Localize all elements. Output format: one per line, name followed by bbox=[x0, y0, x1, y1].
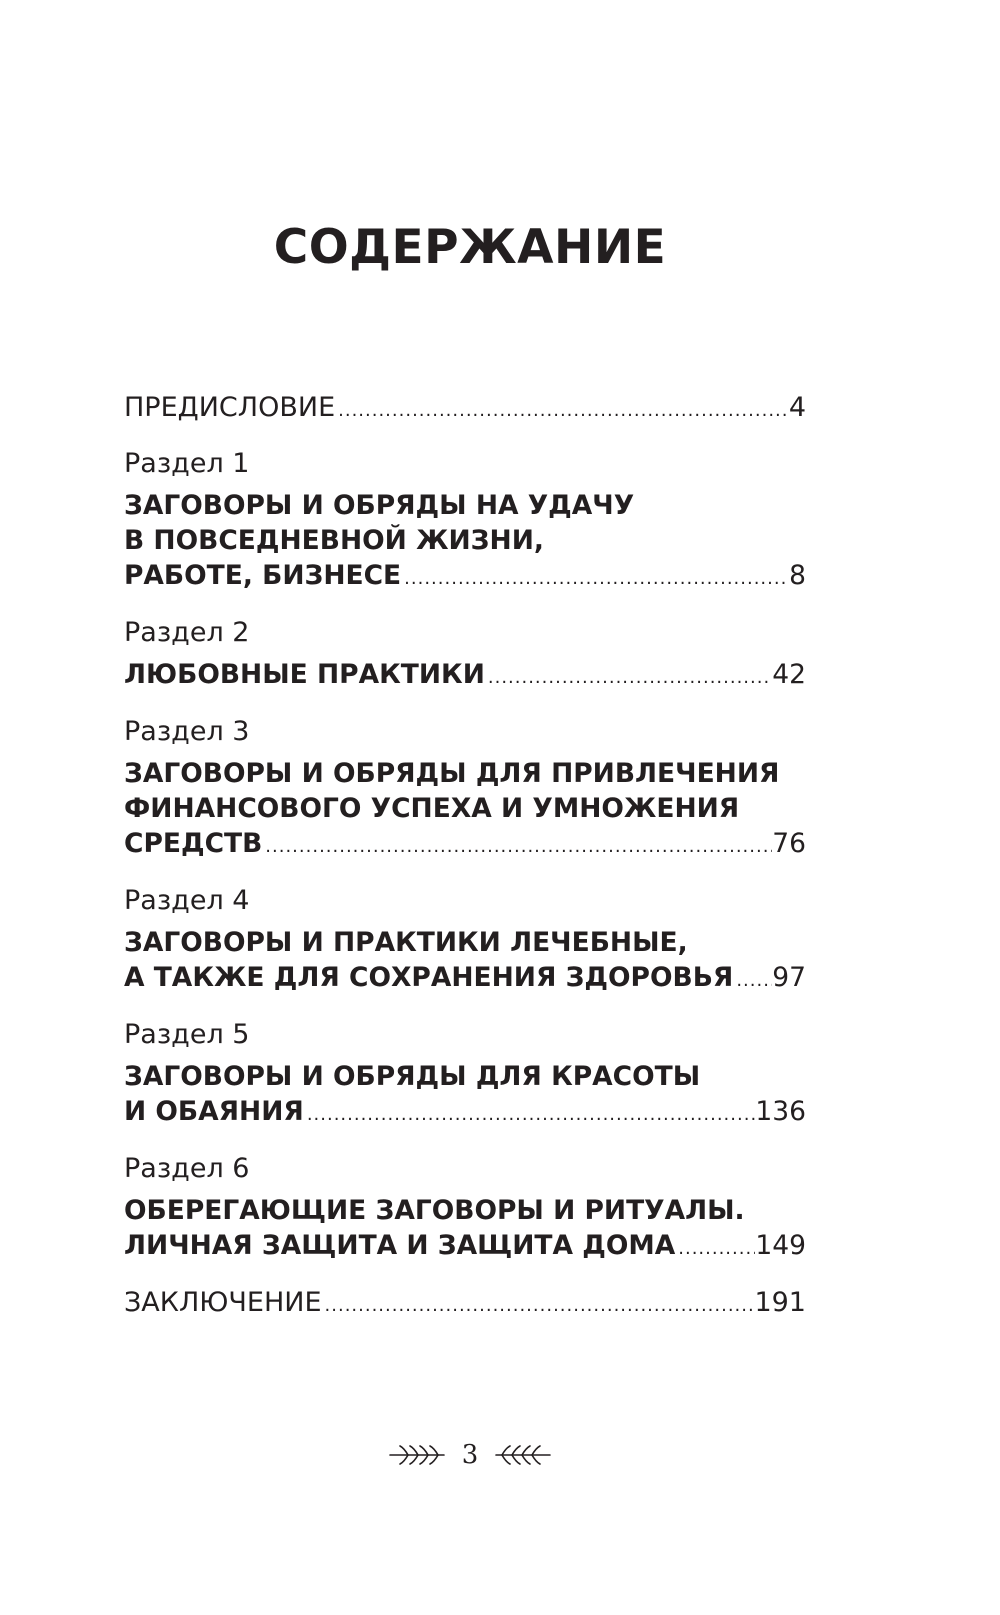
toc-line bbox=[124, 1193, 806, 1228]
toc-entry-section-4[interactable] bbox=[124, 883, 806, 995]
section-label: Раздел 1 bbox=[124, 448, 250, 479]
section-label: Раздел 6 bbox=[124, 1153, 250, 1184]
toc-entry-section-3[interactable] bbox=[124, 714, 806, 861]
dot-leader bbox=[322, 1288, 755, 1323]
toc-entry-title: ЗАГОВОРЫ И ОБРЯДЫ НА УДАЧУ bbox=[124, 490, 635, 521]
toc-line bbox=[124, 1094, 806, 1129]
toc-entry-section-2[interactable] bbox=[124, 615, 806, 692]
toc-entry-title: А ТАКЖЕ ДЛЯ СОХРАНЕНИЯ ЗДОРОВЬЯ bbox=[124, 962, 734, 993]
toc-line bbox=[124, 960, 806, 995]
page-title: СОДЕРЖАНИЕ bbox=[273, 220, 667, 275]
toc-entry-conclusion[interactable] bbox=[124, 1285, 806, 1320]
toc-entry-title: ЛЮБОВНЫЕ ПРАКТИКИ bbox=[124, 659, 485, 690]
toc-entry-preface[interactable] bbox=[124, 390, 806, 425]
toc-line bbox=[124, 657, 806, 692]
toc-line bbox=[124, 523, 806, 558]
section-label: Раздел 3 bbox=[124, 716, 250, 747]
toc-entry-title: ЗАКЛЮЧЕНИЕ bbox=[124, 1287, 322, 1318]
section-label: Раздел 5 bbox=[124, 1019, 250, 1050]
section-label: Раздел 4 bbox=[124, 885, 250, 916]
page-number: 3 bbox=[461, 1440, 479, 1470]
dot-leader bbox=[304, 1097, 756, 1132]
dot-leader bbox=[675, 1231, 755, 1266]
toc-entry-title: ЛИЧНАЯ ЗАЩИТА И ЗАЩИТА ДОМА bbox=[124, 1230, 676, 1261]
dot-leader bbox=[733, 963, 772, 998]
toc-line bbox=[124, 1285, 806, 1320]
toc-entry-title: ЗАГОВОРЫ И ПРАКТИКИ ЛЕЧЕБНЫЕ, bbox=[124, 927, 688, 958]
dot-leader bbox=[335, 393, 789, 428]
page-footer bbox=[0, 1440, 940, 1470]
toc-entry-title: ЗАГОВОРЫ И ОБРЯДЫ ДЛЯ КРАСОТЫ bbox=[124, 1061, 701, 1092]
toc-page-number: 8 bbox=[789, 560, 806, 591]
toc-line bbox=[124, 826, 806, 861]
toc-line bbox=[124, 390, 806, 425]
toc-page-number: 4 bbox=[788, 392, 806, 423]
toc-page-number: 97 bbox=[772, 962, 806, 993]
section-label: Раздел 2 bbox=[124, 617, 250, 648]
toc-page-number: 136 bbox=[755, 1096, 806, 1127]
toc-entry-section-5[interactable] bbox=[124, 1017, 806, 1129]
toc-entry-title: ФИНАНСОВОГО УСПЕХА И УМНОЖЕНИЯ bbox=[124, 793, 740, 824]
toc-entry-title: И ОБАЯНИЯ bbox=[124, 1096, 304, 1127]
dot-leader bbox=[401, 561, 789, 596]
toc-entry-section-1[interactable] bbox=[124, 446, 806, 593]
toc-line bbox=[124, 791, 806, 826]
table-of-contents bbox=[124, 390, 806, 1342]
toc-line bbox=[124, 558, 806, 593]
toc-line bbox=[124, 1059, 806, 1094]
toc-line bbox=[124, 925, 806, 960]
toc-entry-title: ПРЕДИСЛОВИЕ bbox=[124, 392, 336, 423]
branch-ornament-left-icon bbox=[388, 1444, 446, 1466]
toc-page-number: 42 bbox=[772, 659, 806, 690]
toc-entry-title: ОБЕРЕГАЮЩИЕ ЗАГОВОРЫ И РИТУАЛЫ. bbox=[124, 1195, 745, 1226]
toc-page-number: 149 bbox=[755, 1230, 806, 1261]
toc-line bbox=[124, 756, 806, 791]
dot-leader bbox=[262, 829, 772, 864]
toc-entry-title: ЗАГОВОРЫ И ОБРЯДЫ ДЛЯ ПРИВЛЕЧЕНИЯ bbox=[124, 758, 780, 789]
toc-line bbox=[124, 488, 806, 523]
dot-leader bbox=[485, 660, 772, 695]
toc-entry-title: В ПОВСЕДНЕВНОЙ ЖИЗНИ, bbox=[124, 525, 544, 556]
toc-page-number: 191 bbox=[754, 1287, 806, 1318]
toc-entry-section-6[interactable] bbox=[124, 1151, 806, 1263]
toc-entry-title: РАБОТЕ, БИЗНЕСЕ bbox=[124, 560, 402, 591]
toc-page-number: 76 bbox=[772, 828, 806, 859]
toc-line bbox=[124, 1228, 806, 1263]
toc-entry-title: СРЕДСТВ bbox=[124, 828, 263, 859]
branch-ornament-right-icon bbox=[494, 1444, 552, 1466]
